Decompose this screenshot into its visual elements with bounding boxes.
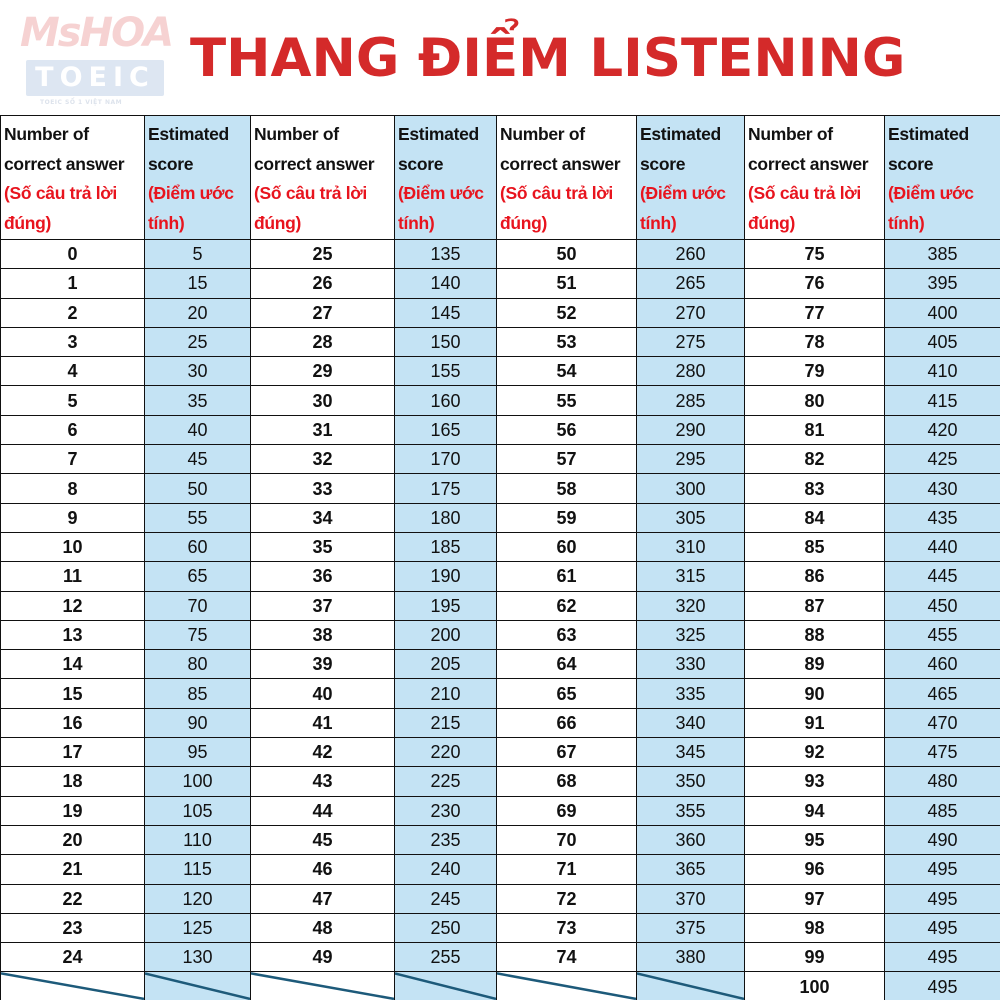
estimated-score-cell: 35 — [145, 386, 251, 415]
correct-answer-cell: 9 — [1, 503, 145, 532]
diagonal-line — [145, 972, 250, 1000]
table-row — [1, 913, 1000, 942]
header-label-en: Estimated score — [148, 124, 229, 174]
correct-answer-cell: 49 — [251, 943, 395, 972]
estimated-score-cell: 215 — [395, 708, 497, 737]
correct-answer-cell: 28 — [251, 327, 395, 356]
diagonal-line — [497, 972, 636, 1000]
correct-answer-cell: 25 — [251, 240, 395, 269]
empty-cell — [251, 972, 395, 1000]
correct-answer-cell: 7 — [1, 445, 145, 474]
table-row — [1, 357, 1000, 386]
estimated-score-cell: 210 — [395, 679, 497, 708]
estimated-score-cell: 165 — [395, 415, 497, 444]
table-row — [1, 855, 1000, 884]
correct-answer-cell: 54 — [497, 357, 637, 386]
estimated-score-cell: 480 — [885, 767, 1000, 796]
estimated-score-cell: 25 — [145, 327, 251, 356]
estimated-score-cell: 495 — [885, 884, 1000, 913]
header-label-vi: (Điểm ước tính) — [888, 183, 974, 233]
estimated-score-cell: 345 — [637, 738, 745, 767]
estimated-score-cell: 375 — [637, 913, 745, 942]
header-label-en: Estimated score — [398, 124, 479, 174]
table-row — [1, 796, 1000, 825]
correct-answer-cell: 91 — [745, 708, 885, 737]
estimated-score-cell: 40 — [145, 415, 251, 444]
score-table-body — [1, 240, 1000, 1000]
estimated-score-cell: 30 — [145, 357, 251, 386]
correct-answer-cell: 42 — [251, 738, 395, 767]
estimated-score-cell: 265 — [637, 269, 745, 298]
estimated-score-cell: 120 — [145, 884, 251, 913]
estimated-score-cell: 380 — [637, 943, 745, 972]
correct-answer-cell: 46 — [251, 855, 395, 884]
correct-answer-cell: 68 — [497, 767, 637, 796]
estimated-score-cell: 435 — [885, 503, 1000, 532]
estimated-score-cell: 115 — [145, 855, 251, 884]
table-row — [1, 327, 1000, 356]
correct-answer-cell: 58 — [497, 474, 637, 503]
header-number-of-correct-answer — [1, 116, 145, 240]
page-title: THANG ĐIỂM LISTENING — [190, 28, 906, 89]
correct-answer-cell: 50 — [497, 240, 637, 269]
correct-answer-cell: 69 — [497, 796, 637, 825]
correct-answer-cell: 10 — [1, 532, 145, 561]
table-row — [1, 679, 1000, 708]
estimated-score-cell: 195 — [395, 591, 497, 620]
correct-answer-cell: 78 — [745, 327, 885, 356]
correct-answer-cell: 1 — [1, 269, 145, 298]
correct-answer-cell: 29 — [251, 357, 395, 386]
correct-answer-cell: 90 — [745, 679, 885, 708]
estimated-score-cell: 445 — [885, 562, 1000, 591]
table-row — [1, 386, 1000, 415]
header-label-vi: (Số câu trả lời đúng) — [4, 183, 117, 233]
correct-answer-cell: 100 — [745, 972, 885, 1000]
correct-answer-cell: 13 — [1, 620, 145, 649]
correct-answer-cell: 89 — [745, 650, 885, 679]
correct-answer-cell: 76 — [745, 269, 885, 298]
correct-answer-cell: 45 — [251, 825, 395, 854]
correct-answer-cell: 21 — [1, 855, 145, 884]
correct-answer-cell: 95 — [745, 825, 885, 854]
header-label-vi: (Số câu trả lời đúng) — [500, 183, 613, 233]
estimated-score-cell: 85 — [145, 679, 251, 708]
correct-answer-cell: 53 — [497, 327, 637, 356]
estimated-score-cell: 440 — [885, 532, 1000, 561]
logo-brand: MsHOA — [20, 10, 173, 56]
estimated-score-cell: 20 — [145, 298, 251, 327]
correct-answer-cell: 41 — [251, 708, 395, 737]
correct-answer-cell: 36 — [251, 562, 395, 591]
estimated-score-cell: 425 — [885, 445, 1000, 474]
header-label-vi: (Điểm ước tính) — [640, 183, 726, 233]
correct-answer-cell: 22 — [1, 884, 145, 913]
table-row — [1, 738, 1000, 767]
table-row — [1, 708, 1000, 737]
estimated-score-cell: 240 — [395, 855, 497, 884]
estimated-score-cell: 175 — [395, 474, 497, 503]
table-row — [1, 503, 1000, 532]
correct-answer-cell: 62 — [497, 591, 637, 620]
estimated-score-cell: 315 — [637, 562, 745, 591]
estimated-score-cell: 280 — [637, 357, 745, 386]
estimated-score-cell: 230 — [395, 796, 497, 825]
table-row — [1, 591, 1000, 620]
diagonal-line — [1, 972, 144, 1000]
correct-answer-cell: 71 — [497, 855, 637, 884]
correct-answer-cell: 37 — [251, 591, 395, 620]
estimated-score-cell: 400 — [885, 298, 1000, 327]
estimated-score-cell: 270 — [637, 298, 745, 327]
correct-answer-cell: 97 — [745, 884, 885, 913]
correct-answer-cell: 56 — [497, 415, 637, 444]
estimated-score-cell: 130 — [145, 943, 251, 972]
estimated-score-cell: 485 — [885, 796, 1000, 825]
estimated-score-cell: 65 — [145, 562, 251, 591]
header-label-en: Number of correct answer — [254, 124, 375, 174]
estimated-score-cell: 75 — [145, 620, 251, 649]
estimated-score-cell: 465 — [885, 679, 1000, 708]
diagonal-line — [395, 972, 496, 1000]
correct-answer-cell: 74 — [497, 943, 637, 972]
table-row — [1, 650, 1000, 679]
header-estimated-score — [637, 116, 745, 240]
correct-answer-cell: 93 — [745, 767, 885, 796]
table-row — [1, 884, 1000, 913]
estimated-score-cell: 105 — [145, 796, 251, 825]
correct-answer-cell: 11 — [1, 562, 145, 591]
estimated-score-cell: 325 — [637, 620, 745, 649]
correct-answer-cell: 35 — [251, 532, 395, 561]
estimated-score-cell: 295 — [637, 445, 745, 474]
estimated-score-cell: 170 — [395, 445, 497, 474]
correct-answer-cell: 3 — [1, 327, 145, 356]
estimated-score-cell: 300 — [637, 474, 745, 503]
correct-answer-cell: 40 — [251, 679, 395, 708]
correct-answer-cell: 98 — [745, 913, 885, 942]
estimated-score-cell: 60 — [145, 532, 251, 561]
correct-answer-cell: 31 — [251, 415, 395, 444]
estimated-score-cell: 50 — [145, 474, 251, 503]
correct-answer-cell: 20 — [1, 825, 145, 854]
estimated-score-cell: 95 — [145, 738, 251, 767]
estimated-score-cell: 260 — [637, 240, 745, 269]
table-row — [1, 825, 1000, 854]
header-label-en: Number of correct answer — [748, 124, 869, 174]
score-table — [0, 115, 1000, 1000]
estimated-score-cell: 290 — [637, 415, 745, 444]
header-estimated-score — [885, 116, 1000, 240]
empty-cell — [637, 972, 745, 1000]
correct-answer-cell: 12 — [1, 591, 145, 620]
table-row — [1, 298, 1000, 327]
correct-answer-cell: 82 — [745, 445, 885, 474]
correct-answer-cell: 15 — [1, 679, 145, 708]
estimated-score-cell: 70 — [145, 591, 251, 620]
estimated-score-cell: 140 — [395, 269, 497, 298]
diagonal-line — [251, 972, 394, 1000]
header-label-vi: (Điểm ước tính) — [398, 183, 484, 233]
correct-answer-cell: 67 — [497, 738, 637, 767]
estimated-score-cell: 410 — [885, 357, 1000, 386]
correct-answer-cell: 99 — [745, 943, 885, 972]
estimated-score-cell: 305 — [637, 503, 745, 532]
correct-answer-cell: 63 — [497, 620, 637, 649]
header-row — [1, 116, 1000, 240]
estimated-score-cell: 415 — [885, 386, 1000, 415]
empty-cell — [395, 972, 497, 1000]
estimated-score-cell: 490 — [885, 825, 1000, 854]
correct-answer-cell: 70 — [497, 825, 637, 854]
logo-tagline: TOEIC SỐ 1 VIỆT NAM — [40, 99, 123, 106]
header-label-vi: (Điểm ước tính) — [148, 183, 234, 233]
estimated-score-cell: 275 — [637, 327, 745, 356]
estimated-score-cell: 160 — [395, 386, 497, 415]
estimated-score-cell: 475 — [885, 738, 1000, 767]
correct-answer-cell: 5 — [1, 386, 145, 415]
correct-answer-cell: 77 — [745, 298, 885, 327]
estimated-score-cell: 90 — [145, 708, 251, 737]
correct-answer-cell: 18 — [1, 767, 145, 796]
correct-answer-cell: 16 — [1, 708, 145, 737]
estimated-score-cell: 55 — [145, 503, 251, 532]
correct-answer-cell: 32 — [251, 445, 395, 474]
estimated-score-cell: 495 — [885, 943, 1000, 972]
correct-answer-cell: 6 — [1, 415, 145, 444]
estimated-score-cell: 205 — [395, 650, 497, 679]
estimated-score-cell: 150 — [395, 327, 497, 356]
diagonal-line — [637, 972, 744, 1000]
correct-answer-cell: 38 — [251, 620, 395, 649]
estimated-score-cell: 330 — [637, 650, 745, 679]
estimated-score-cell: 180 — [395, 503, 497, 532]
table-row — [1, 445, 1000, 474]
header-estimated-score — [395, 116, 497, 240]
estimated-score-cell: 495 — [885, 913, 1000, 942]
estimated-score-cell: 15 — [145, 269, 251, 298]
estimated-score-cell: 100 — [145, 767, 251, 796]
table-row — [1, 415, 1000, 444]
estimated-score-cell: 185 — [395, 532, 497, 561]
estimated-score-cell: 285 — [637, 386, 745, 415]
table-row — [1, 943, 1000, 972]
correct-answer-cell: 48 — [251, 913, 395, 942]
estimated-score-cell: 430 — [885, 474, 1000, 503]
correct-answer-cell: 33 — [251, 474, 395, 503]
correct-answer-cell: 44 — [251, 796, 395, 825]
correct-answer-cell: 61 — [497, 562, 637, 591]
table-row — [1, 474, 1000, 503]
correct-answer-cell: 23 — [1, 913, 145, 942]
logo — [12, 8, 173, 106]
estimated-score-cell: 360 — [637, 825, 745, 854]
estimated-score-cell: 335 — [637, 679, 745, 708]
estimated-score-cell: 155 — [395, 357, 497, 386]
estimated-score-cell: 395 — [885, 269, 1000, 298]
correct-answer-cell: 83 — [745, 474, 885, 503]
correct-answer-cell: 52 — [497, 298, 637, 327]
empty-cell — [1, 972, 145, 1000]
correct-answer-cell: 96 — [745, 855, 885, 884]
header-number-of-correct-answer — [745, 116, 885, 240]
correct-answer-cell: 81 — [745, 415, 885, 444]
correct-answer-cell: 59 — [497, 503, 637, 532]
estimated-score-cell: 405 — [885, 327, 1000, 356]
correct-answer-cell: 87 — [745, 591, 885, 620]
estimated-score-cell: 200 — [395, 620, 497, 649]
table-row — [1, 240, 1000, 269]
estimated-score-cell: 80 — [145, 650, 251, 679]
estimated-score-cell: 320 — [637, 591, 745, 620]
correct-answer-cell: 26 — [251, 269, 395, 298]
correct-answer-cell: 55 — [497, 386, 637, 415]
empty-cell — [145, 972, 251, 1000]
correct-answer-cell: 47 — [251, 884, 395, 913]
correct-answer-cell: 43 — [251, 767, 395, 796]
estimated-score-cell: 190 — [395, 562, 497, 591]
estimated-score-cell: 220 — [395, 738, 497, 767]
header-estimated-score — [145, 116, 251, 240]
correct-answer-cell: 65 — [497, 679, 637, 708]
estimated-score-cell: 455 — [885, 620, 1000, 649]
correct-answer-cell: 94 — [745, 796, 885, 825]
estimated-score-cell: 310 — [637, 532, 745, 561]
header-label-en: Number of correct answer — [500, 124, 621, 174]
correct-answer-cell: 39 — [251, 650, 395, 679]
correct-answer-cell: 66 — [497, 708, 637, 737]
correct-answer-cell: 8 — [1, 474, 145, 503]
correct-answer-cell: 27 — [251, 298, 395, 327]
correct-answer-cell: 34 — [251, 503, 395, 532]
correct-answer-cell: 75 — [745, 240, 885, 269]
estimated-score-cell: 460 — [885, 650, 1000, 679]
correct-answer-cell: 4 — [1, 357, 145, 386]
table-row — [1, 972, 1000, 1000]
table-row — [1, 532, 1000, 561]
correct-answer-cell: 92 — [745, 738, 885, 767]
correct-answer-cell: 2 — [1, 298, 145, 327]
estimated-score-cell: 495 — [885, 972, 1000, 1000]
header-label-vi: (Số câu trả lời đúng) — [748, 183, 861, 233]
header-number-of-correct-answer — [497, 116, 637, 240]
correct-answer-cell: 86 — [745, 562, 885, 591]
estimated-score-cell: 470 — [885, 708, 1000, 737]
correct-answer-cell: 72 — [497, 884, 637, 913]
header-number-of-correct-answer — [251, 116, 395, 240]
estimated-score-cell: 145 — [395, 298, 497, 327]
estimated-score-cell: 245 — [395, 884, 497, 913]
correct-answer-cell: 57 — [497, 445, 637, 474]
estimated-score-cell: 420 — [885, 415, 1000, 444]
estimated-score-cell: 340 — [637, 708, 745, 737]
table-row — [1, 269, 1000, 298]
estimated-score-cell: 225 — [395, 767, 497, 796]
header-label-en: Number of correct answer — [4, 124, 125, 174]
correct-answer-cell: 17 — [1, 738, 145, 767]
table-row — [1, 620, 1000, 649]
correct-answer-cell: 64 — [497, 650, 637, 679]
correct-answer-cell: 79 — [745, 357, 885, 386]
estimated-score-cell: 255 — [395, 943, 497, 972]
header-label-vi: (Số câu trả lời đúng) — [254, 183, 367, 233]
logo-badge: TOEIC — [26, 60, 164, 96]
estimated-score-cell: 450 — [885, 591, 1000, 620]
estimated-score-cell: 385 — [885, 240, 1000, 269]
empty-cell — [497, 972, 637, 1000]
correct-answer-cell: 0 — [1, 240, 145, 269]
estimated-score-cell: 135 — [395, 240, 497, 269]
correct-answer-cell: 80 — [745, 386, 885, 415]
correct-answer-cell: 19 — [1, 796, 145, 825]
estimated-score-cell: 125 — [145, 913, 251, 942]
correct-answer-cell: 85 — [745, 532, 885, 561]
correct-answer-cell: 73 — [497, 913, 637, 942]
estimated-score-cell: 355 — [637, 796, 745, 825]
correct-answer-cell: 60 — [497, 532, 637, 561]
correct-answer-cell: 88 — [745, 620, 885, 649]
estimated-score-cell: 235 — [395, 825, 497, 854]
header-label-en: Estimated score — [888, 124, 969, 174]
estimated-score-cell: 370 — [637, 884, 745, 913]
estimated-score-cell: 495 — [885, 855, 1000, 884]
correct-answer-cell: 24 — [1, 943, 145, 972]
estimated-score-cell: 350 — [637, 767, 745, 796]
correct-answer-cell: 51 — [497, 269, 637, 298]
estimated-score-cell: 250 — [395, 913, 497, 942]
table-row — [1, 767, 1000, 796]
estimated-score-cell: 45 — [145, 445, 251, 474]
table-row — [1, 562, 1000, 591]
estimated-score-cell: 5 — [145, 240, 251, 269]
estimated-score-cell: 110 — [145, 825, 251, 854]
correct-answer-cell: 84 — [745, 503, 885, 532]
correct-answer-cell: 14 — [1, 650, 145, 679]
correct-answer-cell: 30 — [251, 386, 395, 415]
header-label-en: Estimated score — [640, 124, 721, 174]
estimated-score-cell: 365 — [637, 855, 745, 884]
